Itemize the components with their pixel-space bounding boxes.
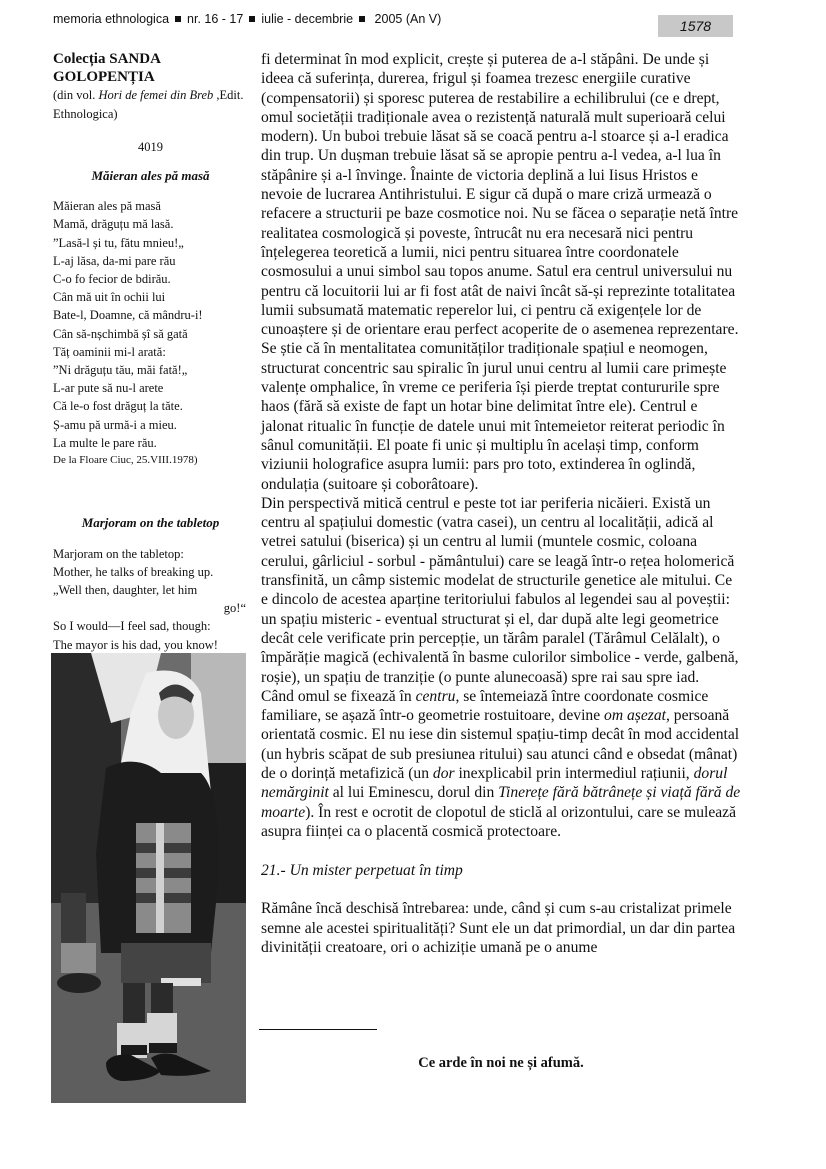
motto: Ce arde în noi ne și afumă. — [418, 1055, 584, 1071]
issue-year: 2005 (An V) — [374, 12, 442, 26]
poem-line: „Well then, daughter, let him — [53, 583, 198, 598]
paragraph-text: ). În rest e ocrotit de clopotul de sticlă al orizontului, care se mulează asupra ființei ca o placentă cosmică protectoare. — [261, 803, 737, 840]
poem-ro — [53, 197, 248, 452]
poem-line: Ș-amu pă urmă-i a mieu. — [53, 417, 177, 432]
emphasis-text: centru — [415, 687, 456, 705]
poem-line: Că le-o fost drăguț la tăte. — [53, 399, 183, 414]
poem-title-en: Marjoram on the tabletop — [81, 515, 220, 531]
paragraph-text: Când omul se fixează în — [261, 687, 416, 705]
journal-name: memoria ethnologica — [53, 12, 170, 26]
article-body — [261, 50, 741, 957]
paragraph-text: , se întemeiază între coordonate cosmice familiare, se așază într-o geometrie rostuitoare, devine — [261, 687, 709, 725]
poem-line: Cân mă uit în ochii lui — [53, 290, 166, 305]
separator-square-icon — [249, 16, 255, 22]
poem-line: Mamă, drăguțu mă lasă. — [53, 217, 174, 232]
article-paragraph: Din perspectivă mitică centrul e peste tot iar periferia nicăieri. Există un centru al spațiului domestic (vatra casei), un centru al localității, adică al vetrei satului (biserica) și un centru al lumii (muntele cosmic, coloana cerului, gârliciul - sorbul - pământului) care se leagă într-o rețea holomerică transfinită, un câmp sistemic modelat de structurile genetice ale mitului. Ce e dincolo de acestea aparține teritoriului fabulos al legendei sau al poveștii: un spațiu misteric - eventual structurat și el, dar după alte legi geometrice decât cele verificate prin percepție, un tărâm paralel (Tărâmul Celălalt), o împărăție magică (echivalentă în basme culorilor simbolice - verde, galbenă, roșie), un spațiu de tranziție (o punte alunecoasă) spre rai sau spre iad. — [261, 494, 739, 686]
paragraph-text: inexplicabil prin intermediul rațiunii, — [454, 764, 694, 782]
emphasis-text: dor — [432, 764, 455, 782]
separator-square-icon — [359, 16, 365, 22]
poem-line: The mayor is his dad, you know! — [53, 637, 218, 652]
source-book-title: Hori de femei din Breb — [98, 88, 214, 102]
page-number: 1578 — [658, 15, 733, 37]
issue-number: nr. 16 - 17 — [187, 12, 244, 26]
poem-line: ”Ni drăguțu tău, măi fată!„ — [53, 363, 188, 378]
poem-line: Tăț oaminii mi-l arată: — [53, 344, 166, 359]
paragraph-text: al lui Eminescu, dorul din — [328, 784, 499, 802]
separator-square-icon — [175, 16, 181, 22]
emphasis-text: om așezat — [604, 707, 666, 725]
poem-line: L-ar pute să nu-l arete — [53, 381, 164, 396]
poem-line: go!“ — [223, 601, 246, 616]
photo-illustration — [51, 653, 246, 1103]
collection-title: Colecția SANDA GOLOPENȚIA — [53, 51, 161, 85]
costume-photo — [51, 653, 246, 1103]
poem-line: Măieran ales pă masă — [53, 199, 161, 214]
poem-line: ”Lasă-l și tu, fătu mnieu!„ — [53, 235, 184, 250]
source-prefix: (din vol. — [53, 88, 99, 102]
source-suffix: ,Edit. Ethnologica) — [53, 88, 244, 121]
section-heading: 21.- Un mister perpetuat în timp — [261, 862, 463, 880]
article-paragraph: Rămâne încă deschisă întrebarea: unde, când și cum s-au cristalizat primele semne ale acestei spiritualități? Sunt ele un dat primordial, un dar din partea divinității creatoare, ori o achiziție umană pe o anume — [261, 900, 736, 957]
running-head — [53, 12, 441, 26]
paragraph-text: , persoană orientată cosmic. El nu iese din sistemul spațiu-timp decât în mod accidental (un hybris scăpat de sub presiunea ritului) sau atunci când e obsedat (mânat) de o dorință metafizică (un — [261, 707, 740, 782]
sidebar-column — [53, 50, 248, 672]
poem-line: C-o fo fecior de bdirău. — [53, 272, 171, 286]
poem-line: Bate-l, Doamne, că mândru-i! — [53, 308, 203, 323]
poem-line: Cân să-nșchimbă șî să gată — [53, 326, 188, 341]
footnote-rule — [259, 1029, 377, 1030]
poem-source-note: De la Floare Ciuc, 25.VIII.1978) — [53, 454, 198, 467]
emphasis-text: dorul nemărginit — [261, 764, 728, 802]
poem-line: So I would—I feel sad, though: — [53, 619, 211, 634]
issue-period: iulie - decembrie — [261, 12, 354, 26]
poem-line: L-aj lăsa, da-mi pare rău — [53, 253, 176, 268]
emphasis-text: Tinerețe fără bătrânețe și viață fără de moarte — [261, 784, 741, 821]
poem-line: Marjoram on the tabletop: — [53, 546, 184, 561]
poem-line: Mother, he talks of breaking up. — [53, 564, 214, 579]
collection-source — [53, 86, 248, 124]
article-paragraph — [261, 687, 741, 841]
article-paragraph: fi determinat în mod explicit, crește și puterea de a-l stăpâni. De unde și ideea că suferința, durerea, frigul și foamea trezesc energiile curative (compensatorii) și sporesc puterea de restabilire a echilibrului (ce e drept, omul societății tradiționale avea o rezistență naturală mult superioară celui modern). Un buboi trebuie lăsat să se coacă pentru a-l stoarce și a-l eradica din trup. Un dușman trebuie lăsat să se apropie pentru a-l vedea, a-l lua în stăpânire și a-l învinge. Înainte de victoria deplină a lui Iisus Hristos e nevoie de lucrarea Antihristului. E sigur că după o mare criză urmează o refacere a structurii pe baze cosmotice noi. Nu se făcea o separație netă între realitatea cosmologică și poveste, întrucât nu era necesară nici pentru înțelegerea teoretică a lumii, nici pentru situarea între coordonatele cosmosului a unui simbol sau topos anume. Satul era centrul universului nu pentru că locuitorii lui ar fi fost atât de naivi încât să-și reprezinte totalitatea lumii subsumată matematic reperelor lui, ci pentru că exigențele lor de cunoaștere și de orientare erau perfect acoperite de o asemenea reprezentare. Se știe că în mentalitatea comunităților tradiționale spațiul e neomogen, structurat concentric sau spiralic în jurul unui centru al lumii care primește valențe omphalice, în vreme ce periferia își pierde treptat contururile spre haos (fără să existe de fapt un hotar bine delimitat între ele). Centrul e jalonat ritualic în funcție de datele unui mit întemeietor reiterat periodic în sânul comunității. El poate fi unic și multiplu în același timp, conform viziunii holografice asupra lumii: pars pro toto, extinderea în oglindă, ondulația (suitoare și coborâtoare). — [261, 51, 739, 493]
poem-title-ro: Măieran ales pă masă — [91, 167, 210, 183]
poem-line: La multe le pare rău. — [53, 435, 157, 450]
poem-number: 4019 — [138, 140, 163, 154]
